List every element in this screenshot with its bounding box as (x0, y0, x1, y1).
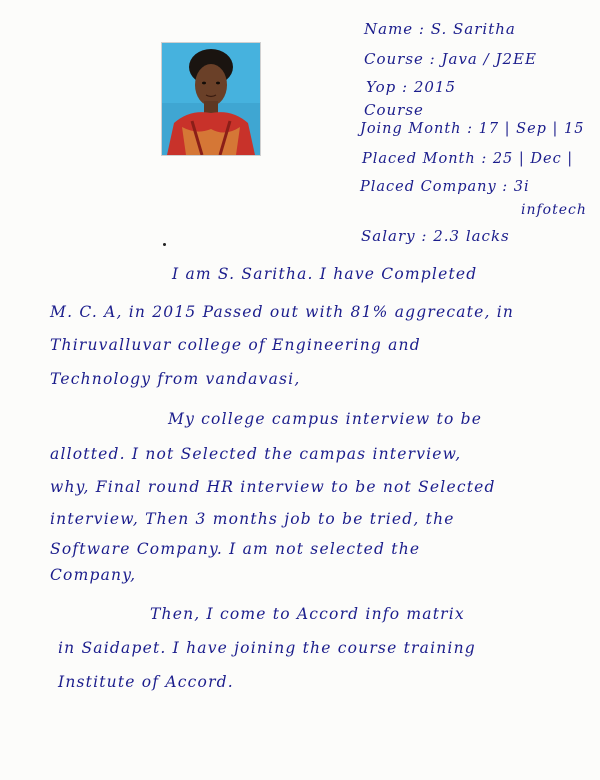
ink-dot (163, 243, 166, 246)
yop-line: Yop : 2015 (366, 78, 456, 96)
paragraph-2-line-3: why, Final round HR interview to be not Selected (50, 478, 496, 496)
course-line: Course : Java / J2EE (364, 50, 537, 68)
paragraph-2-line-1: My college campus interview to be (168, 410, 483, 428)
paragraph-2-line-5: Software Company. I am not selected the (50, 540, 421, 558)
paragraph-2-line-4: interview, Then 3 months job to be tried, the (50, 510, 455, 528)
paragraph-1-line-4: Technology from vandavasi, (50, 370, 301, 388)
placed-month-line: Placed Month : 25 | Dec | (362, 151, 574, 167)
placed-company-continuation: infotech (521, 202, 587, 218)
paragraph-1-line-1: I am S. Saritha. I have Completed (172, 265, 478, 283)
paragraph-2-line-6: Company, (50, 566, 137, 584)
joining-month-line: Joing Month : 17 | Sep | 15 (360, 121, 585, 137)
placed-company-line: Placed Company : 3i (360, 179, 530, 195)
student-photo (161, 42, 261, 156)
course-label: Course (364, 101, 424, 119)
salary-line: Salary : 2.3 lacks (361, 227, 510, 245)
paragraph-1-line-2: M. C. A, in 2015 Passed out with 81% aggrecate, in (50, 303, 515, 321)
paragraph-3-line-3: Institute of Accord. (58, 673, 234, 691)
paragraph-3-line-2: in Saidapet. I have joining the course training (58, 639, 476, 657)
paragraph-1-line-3: Thiruvalluvar college of Engineering and (50, 336, 421, 354)
name-line: Name : S. Saritha (364, 20, 516, 38)
paragraph-2-line-2: allotted. I not Selected the campas interview, (50, 445, 462, 463)
paragraph-3-line-1: Then, I come to Accord info matrix (150, 605, 465, 623)
portrait-image (162, 43, 260, 155)
